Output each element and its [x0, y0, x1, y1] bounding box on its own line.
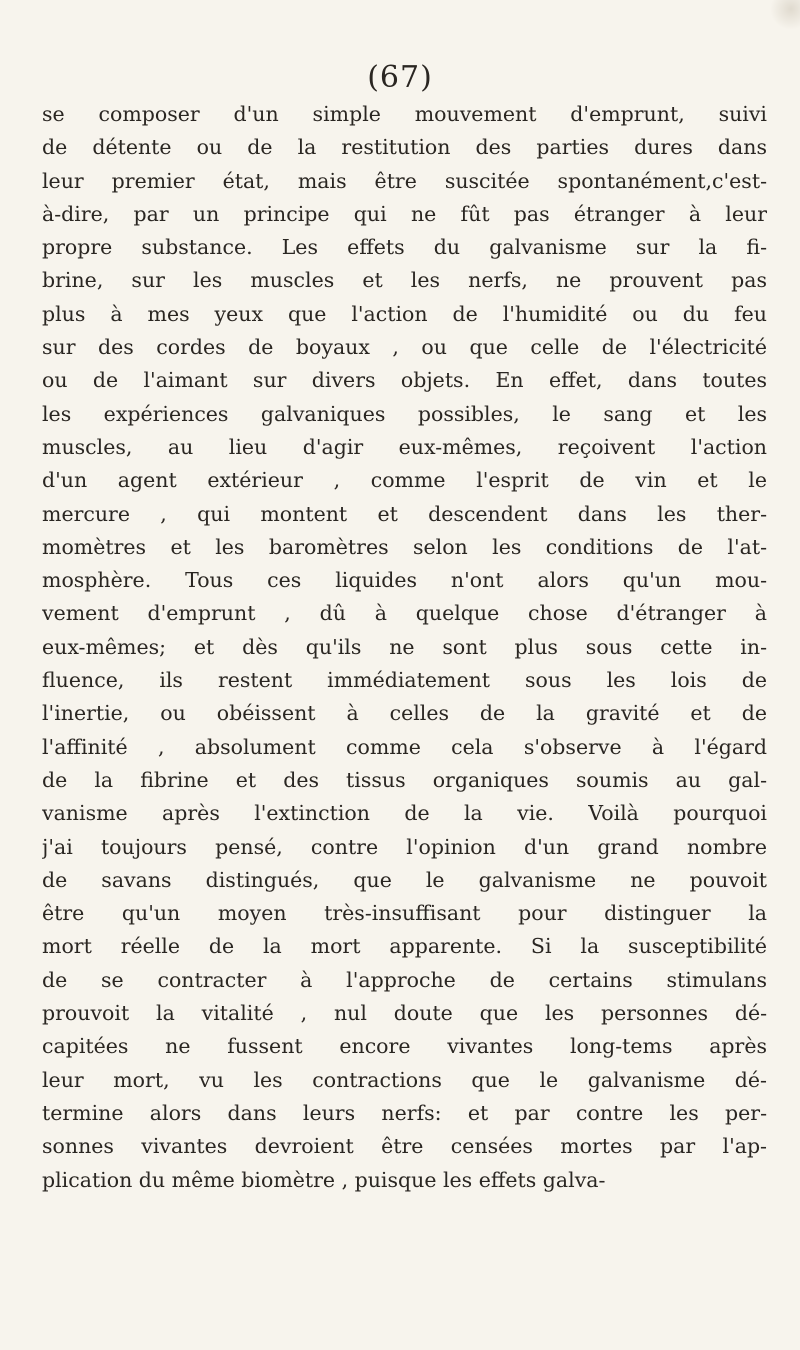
- text-line: prouvoit la vitalité , nul doute que les personnes dé-: [42, 1001, 767, 1026]
- text-line: leur mort, vu les contractions que le galvanisme dé-: [42, 1067, 767, 1092]
- body-text: [42, 98, 767, 1197]
- text-line: muscles, au lieu d'agir eux-mêmes, reçoivent l'action: [42, 434, 767, 459]
- text-line: eux-mêmes; et dès qu'ils ne sont plus sous cette in-: [42, 634, 767, 659]
- text-line: ou de l'aimant sur divers objets. En effet, dans toutes: [42, 368, 767, 393]
- text-line: l'inertie, ou obéissent à celles de la gravité et de: [42, 701, 767, 726]
- text-line: sur des cordes de boyaux , ou que celle de l'électricité: [42, 335, 767, 360]
- text-line: sonnes vivantes devroient être censées mortes par l'ap-: [42, 1134, 767, 1159]
- text-line: les expériences galvaniques possibles, le sang et les: [42, 401, 767, 426]
- page-number: (67): [367, 60, 433, 95]
- text-line: mosphère. Tous ces liquides n'ont alors qu'un mou-: [42, 568, 767, 593]
- text-line: de la fibrine et des tissus organiques soumis au gal-: [42, 767, 767, 792]
- text-line: de détente ou de la restitution des parties dures dans: [42, 135, 767, 160]
- text-line: fluence, ils restent immédiatement sous les lois de: [42, 668, 767, 693]
- paper-stain: [770, 0, 800, 30]
- text-line: capitées ne fussent encore vivantes long-tems après: [42, 1034, 767, 1059]
- text-line: momètres et les baromètres selon les conditions de l'at-: [42, 534, 767, 559]
- text-line: plication du même biomètre , puisque les effets galva-: [42, 1167, 606, 1192]
- text-line: mort réelle de la mort apparente. Si la susceptibilité: [42, 934, 767, 959]
- text-line: termine alors dans leurs nerfs: et par contre les per-: [42, 1100, 767, 1125]
- text-line: j'ai toujours pensé, contre l'opinion d'un grand nombre: [42, 834, 767, 859]
- text-line: de savans distingués, que le galvanisme ne pouvoit: [42, 867, 767, 892]
- text-line: de se contracter à l'approche de certains stimulans: [42, 967, 767, 992]
- text-line: d'un agent extérieur , comme l'esprit de vin et le: [42, 468, 767, 493]
- text-line: être qu'un moyen très-insuffisant pour distinguer la: [42, 901, 767, 926]
- text-line: vanisme après l'extinction de la vie. Voilà pourquoi: [42, 801, 767, 826]
- text-line: plus à mes yeux que l'action de l'humidité ou du feu: [42, 301, 767, 326]
- text-line: propre substance. Les effets du galvanisme sur la fi-: [42, 235, 767, 260]
- text-line: vement d'emprunt , dû à quelque chose d'étranger à: [42, 601, 767, 626]
- text-line: se composer d'un simple mouvement d'emprunt, suivi: [42, 102, 767, 126]
- text-line: leur premier état, mais être suscitée spontanément,c'est-: [42, 168, 767, 193]
- text-line: brine, sur les muscles et les nerfs, ne prouvent pas: [42, 268, 767, 293]
- text-line: l'affinité , absolument comme cela s'observe à l'égard: [42, 734, 767, 759]
- text-line: mercure , qui montent et descendent dans les ther-: [42, 501, 767, 526]
- text-line: à-dire, par un principe qui ne fût pas étranger à leur: [42, 201, 767, 226]
